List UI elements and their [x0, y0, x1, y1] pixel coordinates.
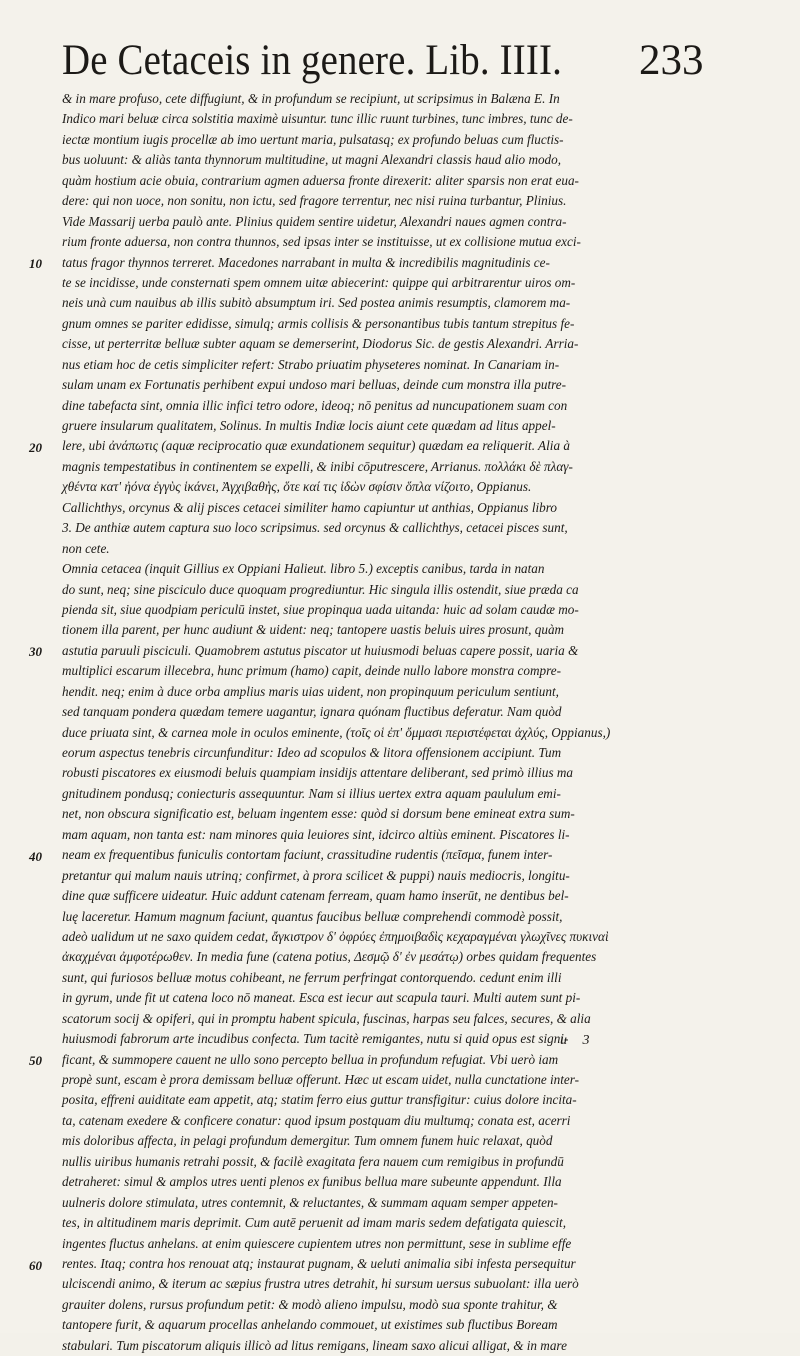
text-line — [62, 723, 642, 743]
text-line-content: nullis uiribus humanis retrahi possit, & facilè exagitata fera nauem cum remigibus in profundū — [62, 1153, 564, 1169]
text-line-content: tantopere furit, & aquarum procellas anhelando commouet, ut existimes sub fluctibus Boream — [62, 1317, 558, 1333]
text-line — [62, 109, 642, 129]
text-line-content: nus etiam hoc de cetis simpliciter refert: Strabo priuatim physeteres nominat. In Canariam in- — [62, 356, 560, 372]
text-line — [62, 1254, 642, 1274]
text-line — [62, 927, 642, 947]
margin-line-number: 30 — [29, 644, 42, 660]
text-line-content: neis unà cum nauibus ab illis subitò absumptum iri. Sed postea animis resumptis, clamorem ma- — [62, 295, 571, 311]
text-line-content: & in mare profuso, cete diffugiunt, & in profundum se recipiunt, ut scripsimus in Balæna E. In — [62, 91, 560, 106]
text-line — [62, 600, 642, 620]
text-line-content: stabulari. Tum piscatorum aliquis illicò ad litus remigans, lineam saxo alicui alligat, & in mare — [62, 1337, 567, 1353]
text-line-content: robusti piscatores ex eiusmodi beluis quampiam insidijs attentare deliberant, sed primò illius ma — [62, 765, 573, 781]
text-line — [62, 150, 642, 170]
text-line-content: net, non obscura significatio est, beluam ingentem esse: quòd si dorsum bene emineat extra sum- — [62, 806, 575, 822]
text-line-content: posita, effreni auiditate eam appetit, atq; statim ferro eius guttur transfigitur: cuius dolore incita- — [62, 1092, 577, 1108]
text-line — [62, 968, 642, 988]
text-line-content: sunt, qui furiosos belluæ motus cohibeant, ne ferrum perfringat contorquendo. cedunt enim illi — [62, 969, 562, 985]
running-title: De Cetaceis in genere. Lib. IIII. — [62, 37, 563, 84]
text-line — [62, 436, 642, 456]
page-header — [62, 36, 704, 86]
text-line-content: non cete. — [62, 540, 110, 556]
text-line — [62, 866, 642, 886]
text-line — [62, 825, 642, 845]
text-line — [62, 1295, 642, 1315]
text-line — [62, 396, 642, 416]
text-line — [62, 1029, 642, 1049]
text-line — [62, 886, 642, 906]
text-line-content: sulam unam ex Fortunatis perhibent expui undoso mari belluas, deinde cum monstra illa putre- — [62, 377, 567, 393]
text-line — [62, 907, 642, 927]
text-line-content: quàm hostium acie obuia, contrarium agmen aduersa fronte direxerit: aliter sparsis non erat eua- — [62, 172, 579, 188]
text-line-content: duce priuata sint, & carnea mole in oculos eminente, (τοῖς οἱ ἐπ' ὄμμασι περιστέφεται ἀχλύς, Oppianus,) — [62, 724, 611, 740]
text-line-content: te se incidisse, unde consternati spem omnem uitæ abiecerint: quippe qui arbitrarentur uiros om- — [62, 274, 576, 290]
text-line — [62, 1070, 642, 1090]
text-line — [62, 1111, 642, 1131]
text-line-content: Omnia cetacea (inquit Gillius ex Oppiani Halieut. libro 5.) exceptis canibus, tarda in natan — [62, 561, 545, 577]
text-line — [62, 1172, 642, 1192]
text-line-content: dere: qui non uoce, non sonitu, non ictu, sed fragore terrentur, nec nisi ruina turbantur, Plinius. — [62, 193, 567, 209]
text-line-content: huiusmodi fabrorum arte incudibus confecta. Tum tacitè remigantes, nutu si quid opus est signi- — [62, 1031, 569, 1047]
text-line — [62, 1336, 642, 1356]
text-line-content: lere, ubi ἀνάπωτις (aquæ reciprocatio quæ exundationem sequitur) quædam ea reliquerit. Alia à — [62, 438, 570, 454]
text-line-content: pienda sit, siue quodpiam periculū instet, siue propinqua uada uitanda: huic ad solam caudæ mo- — [62, 601, 579, 617]
text-line — [62, 171, 642, 191]
text-line — [62, 477, 642, 497]
text-line — [62, 518, 642, 538]
signature-mark: u 3 — [560, 1033, 596, 1048]
text-line-content: luę laceretur. Hamum magnum faciunt, quantus faucibus belluæ comprehendi commodè possit, — [62, 908, 563, 924]
text-line — [62, 804, 642, 824]
text-line — [62, 191, 642, 211]
text-line-content: eorum aspectus tenebris circunfunditur: Ideo ad scopulos & litora offensionem accipiunt. Tum — [62, 745, 562, 760]
text-line — [62, 1274, 642, 1294]
text-line — [62, 743, 642, 763]
text-line — [62, 130, 642, 150]
text-line — [62, 784, 642, 804]
text-line — [62, 988, 642, 1008]
page-number: 233 — [639, 37, 704, 84]
text-line-content: neam ex frequentibus funiculis contortam faciunt, crassitudine rudentis (πεῖσμα, funem inter- — [62, 847, 553, 863]
text-line-content: bus uoluunt: & aliàs tanta thynnorum multitudine, ut magni Alexandri classis haud alio modo, — [62, 152, 562, 168]
text-line — [62, 416, 642, 436]
text-line-content: cisse, ut perterritæ belluæ subter aquam se demerserint, Diodorus Sic. de gestis Alexandri. Arria- — [62, 336, 579, 352]
text-line-content: gnum omnes se pariter edidisse, simulq; armis collisis & personantibus tubis tantum strepitus fe- — [62, 315, 575, 331]
text-line — [62, 947, 642, 967]
text-line-content: Vide Massarij uerba paulò ante. Plinius quidem sentire uidetur, Alexandri naues agmen contra- — [62, 213, 567, 229]
text-line-content: grauiter dolens, rursus profundum petit: & modò alieno impulsu, modò sua sponte trahitur, & — [62, 1296, 558, 1312]
text-line-content: mis doloribus affecta, in pelagi profundum demergitur. Tum omnem funem huic relaxat, quòd — [62, 1133, 553, 1149]
text-line-content: detraheret: simul & amplos utres uenti plenos ex funibus bellua mare subeunte appendunt. Illa — [62, 1174, 562, 1190]
text-line — [62, 661, 642, 681]
text-line-content: tes, in altitudinem maris deprimit. Cum autē peruenit ad imam maris sedem defatigata quiescit, — [62, 1215, 567, 1231]
text-line — [62, 1315, 642, 1335]
text-line — [62, 232, 642, 252]
text-line-content: ἀκαχμέναι ἀμφοτέρωθεν. In media fune (catena potius, Δεσμῷ δ' ἐν μεσάτῳ) orbes quidam frequentes — [62, 949, 597, 965]
text-line — [62, 702, 642, 722]
text-line-content: multiplici escarum illecebra, hunc primum (hamo) capit, deinde nullo labore monstra compre- — [62, 663, 561, 679]
text-line-content: uulneris dolore stimulata, utres contemnit, & reluctantes, & summam aquam semper appeten- — [62, 1194, 558, 1210]
text-line-content: ulciscendi animo, & iterum ac sæpius frustra utres detrahit, hi sursum uersus subuolant: illa uerò — [62, 1276, 579, 1292]
text-line-content: hendit. neq; enim à duce orba amplius maris uias uident, non propinquum periculum sentiunt, — [62, 683, 559, 699]
text-line-content: pretantur qui malum nauis utrinq; confirmet, à prora scilicet & puppi) nauis mediocris, longitu- — [62, 867, 570, 883]
text-line-content: ingentes fluctus anhelans. at enim quiescere cupientem utres non permittunt, sese in sublime effe — [62, 1235, 572, 1251]
text-line-content: astutia paruuli pisciculi. Quamobrem astutus piscator ut huiusmodi beluas capere possit, uaria & — [62, 642, 579, 658]
text-line — [62, 1090, 642, 1110]
text-line — [62, 457, 642, 477]
text-line-content: scatorum socij & opiferi, qui in promptu habent spicula, fuscinas, harpas seu falces, secures, & alia — [62, 1010, 591, 1026]
text-line-content: dine tabefacta sint, omnia illic infici tetro odore, ideoq; nō penitus ad nuncupationem suam con — [62, 397, 568, 413]
text-line — [62, 559, 642, 579]
margin-line-number: 10 — [29, 255, 42, 271]
text-line-content: tionem illa parent, per hunc audiunt & uident: neq; tantopere uastis beluis uires prosunt, quàm — [62, 622, 565, 638]
text-line — [62, 212, 642, 232]
text-line — [62, 253, 642, 273]
text-line — [62, 620, 642, 640]
text-line — [62, 273, 642, 293]
text-line — [62, 682, 642, 702]
text-line — [62, 1050, 642, 1070]
text-line — [62, 89, 642, 109]
margin-line-number: 60 — [29, 1257, 42, 1273]
text-line-content: gnitudinem pondusq; coniecturis assequuntur. Nam si illius uertex extra aquam paululum emi- — [62, 785, 561, 801]
text-line-content: sed tanquam pondera quædam temere uagantur, ignara quónam fluctibus deferatur. Nam quòd — [62, 704, 562, 720]
text-line — [62, 375, 642, 395]
text-line — [62, 763, 642, 783]
text-line — [62, 293, 642, 313]
margin-line-number: 40 — [29, 848, 42, 864]
text-line — [62, 498, 642, 518]
text-line — [62, 1193, 642, 1213]
text-line-content: do sunt, neq; sine pisciculo duce quoquam progrediuntur. Hic singula illis ostendit, siue præda ca — [62, 581, 579, 597]
margin-line-number: 20 — [29, 439, 42, 455]
text-line-content: tatus fragor thynnos terreret. Macedones narrabant in multa & incredibilis magnitudinis ce- — [62, 254, 550, 270]
text-line — [62, 1152, 642, 1172]
text-line-content: χθέντα κατ' ἠόνα ἐγγὺς ἱκάνει, Ἀγχιβαθὴς, ὅτε καί τις ἰδὼν σφίσιν ὅπλα νίζοιτο, Oppianus. — [62, 479, 532, 495]
text-line-content: propè sunt, escam è prora demissam belluæ offerunt. Hæc ut escam uidet, nulla cunctatione inter- — [62, 1072, 580, 1087]
text-line-content: Callichthys, orcynus & alij pisces cetacei similiter hamo capiuntur ut anthias, Oppianus libro — [62, 499, 557, 515]
text-line — [62, 1234, 642, 1254]
margin-line-number: 50 — [29, 1053, 42, 1069]
text-line-content: rium fronte aduersa, non contra thunnos, sed ipsas inter se instituisse, ut ex collisione mutua exci- — [62, 234, 581, 250]
text-line — [62, 334, 642, 354]
text-line-content: ficant, & summopere cauent ne ullo sono percepto bellua in profundum refugiat. Vbi uerò iam — [62, 1051, 559, 1067]
text-line — [62, 355, 642, 375]
text-line-content: magnis tempestatibus in continentem se expelli, & inibi cōputrescere, Arrianus. πολλάκι δὲ πλαγ- — [62, 458, 573, 474]
text-line-content: adeò ualidum ut ne saxo quidem cedat, ἄγκιστρον δ' ὀφρύες ἐπημοιβαδὶς κεχαραγμέναι γλωχῖνες πυκιναὶ — [62, 928, 609, 944]
text-line-content: rentes. Itaq; contra hos renouat atq; instaurat pugnam, & ueluti animalia sibi infesta persequitur — [62, 1255, 576, 1271]
text-line — [62, 1213, 642, 1233]
text-line — [62, 539, 642, 559]
text-line-content: dine quæ sufficere uideatur. Huic addunt catenam ferream, quam hamo inserūt, ne dentibus bel- — [62, 888, 569, 904]
text-line — [62, 580, 642, 600]
text-line — [62, 845, 642, 865]
text-line-content: iectæ montium iugis procellæ ab imo uertunt maria, pulsatasq; ex profundo beluas cum fluctis- — [62, 131, 564, 147]
text-line-content: ta, catenam exedere & conficere conatur: quod ipsum postquam diu multumq; conata est, acerri — [62, 1112, 571, 1128]
body-text — [62, 89, 642, 1356]
text-line-content: Indico mari beluæ circa solstitia maximè uisuntur. tunc illic ruunt turbines, tunc imbres, tunc de- — [62, 111, 573, 127]
text-line — [62, 1009, 642, 1029]
text-line-content: in gyrum, unde fit ut catena loco nō maneat. Esca est iecur aut scapula tauri. Multi autem sunt pi- — [62, 990, 581, 1006]
text-line-content: 3. De anthiæ autem captura suo loco scripsimus. sed orcynus & callichthys, cetacei pisces sunt, — [62, 520, 568, 536]
text-line-content: mam aquam, non tanta est: nam minores quia leuiores sint, idcirco altiùs eminent. Piscatores li- — [62, 826, 570, 842]
text-line-content: gruere insularum qualitatem, Solinus. In multis Indiæ locis aiunt cete quædam ad litus appel- — [62, 418, 556, 433]
text-line — [62, 1131, 642, 1151]
text-line — [62, 641, 642, 661]
text-line — [62, 314, 642, 334]
